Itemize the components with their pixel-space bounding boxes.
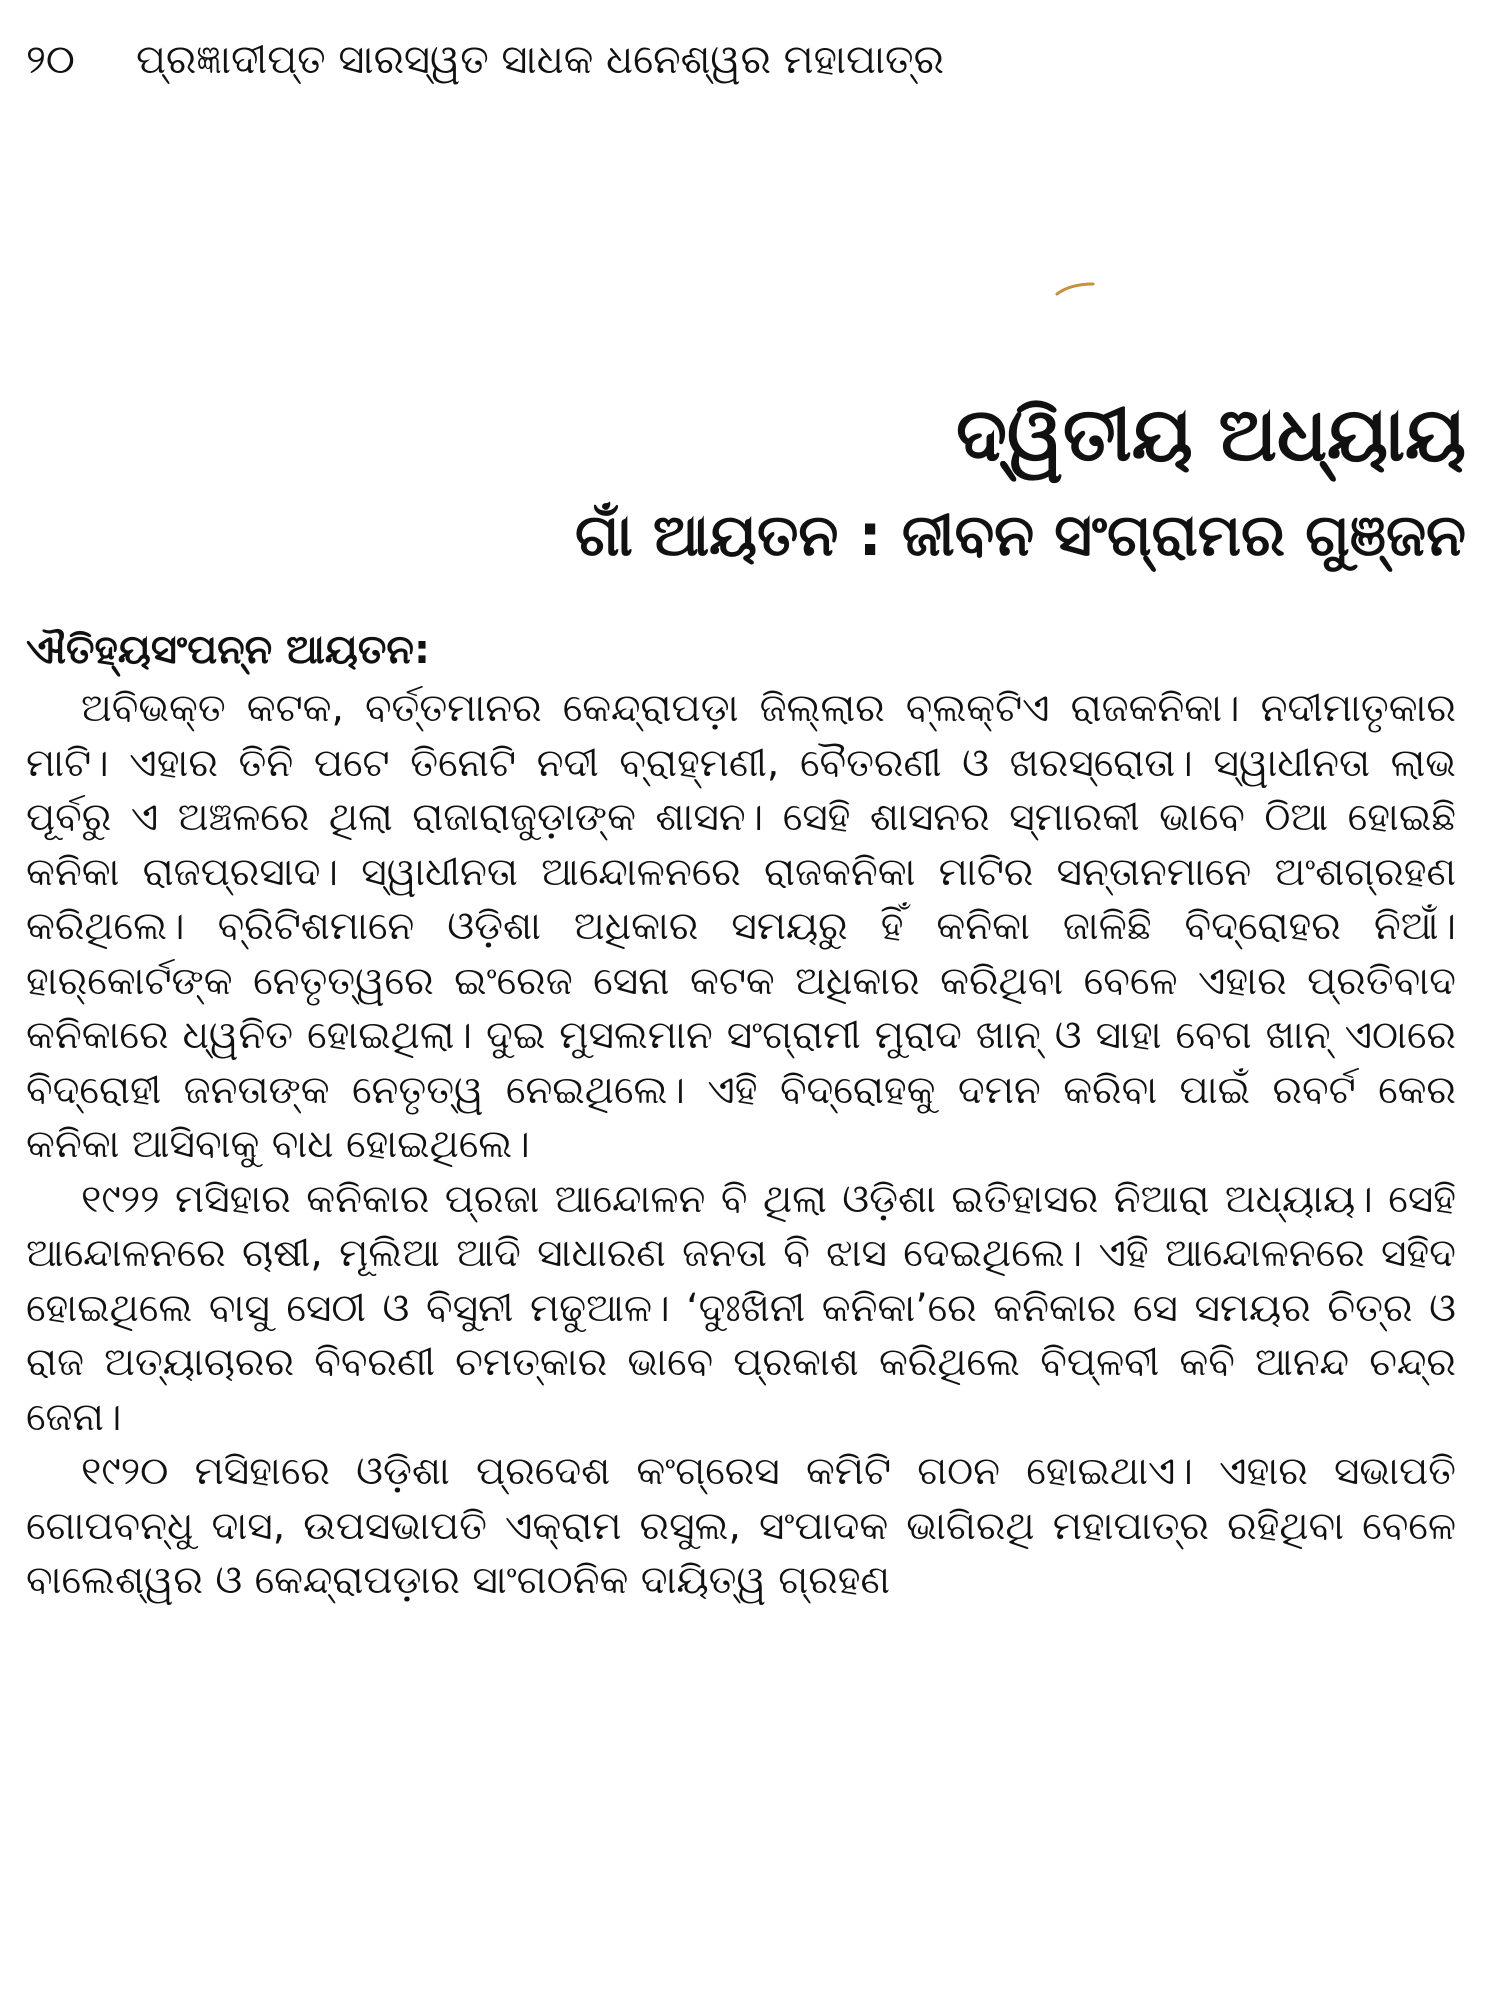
running-header: [26, 30, 944, 90]
paragraph: ଅବିଭକ୍ତ କଟକ, ବର୍ତ୍ତମାନର କେନ୍ଦ୍ରାପଡ଼ା ଜିଲ୍ଲାର ବ୍ଲକ୍‌ଟିଏ ରାଜକନିକା। ନଦୀମାତୃକାର ମାଟି। ଏହାର ତିନି ପଟେ ତିନୋଟି ନଦୀ ବ୍ରାହ୍ମଣୀ, ବୈତରଣୀ ଓ ଖରସ୍ରୋତା। ସ୍ୱାଧୀନତା ଲାଭ ପୂର୍ବରୁ ଏ ଅଞ୍ଚଳରେ ଥିଲା ରାଜାରାଜୁଡ଼ାଙ୍କ ଶାସନ। ସେହି ଶାସନର ସ୍ମାରକୀ ଭାବେ ଠିଆ ହୋଇଛି କନିକା ରାଜପ୍ରସାଦ। ସ୍ୱାଧୀନତା ଆନ୍ଦୋଳନରେ ରାଜକନିକା ମାଟିର ସନ୍ତାନମାନେ ଅଂଶଗ୍ରହଣ କରିଥିଲେ। ବ୍ରିଟିଶମାନେ ଓଡ଼ିଶା ଅଧିକାର ସମୟରୁ ହିଁ କନିକା ଜାଳିଛି ବିଦ୍ରୋହର ନିଆଁ। ହାର୍‌କୋର୍ଟଙ୍କ ନେତୃତ୍ୱରେ ଇଂରେଜ ସେନା କଟକ ଅଧିକାର କରିଥିବା ବେଳେ ଏହାର ପ୍ରତିବାଦ କନିକାରେ ଧ୍ୱନିତ ହୋଇଥିଲା। ଦୁଇ ମୁସଲମାନ ସଂଗ୍ରାମୀ ମୁରାଦ ଖାନ୍ ଓ ସାହା ବେଗ ଖାନ୍ ଏଠାରେ ବିଦ୍ରୋହୀ ଜନତାଙ୍କ ନେତୃତ୍ୱ ନେଇଥିଲେ। ଏହି ବିଦ୍ରୋହକୁ ଦମନ କରିବା ପାଇଁ ରବର୍ଟ କେର କନିକା ଆସିବାକୁ ବାଧ ହୋଇଥିଲେ।: [26, 686, 1456, 1167]
page-number: ୨୦: [26, 37, 75, 83]
running-title: ପ୍ରଜ୍ଞାଦୀପ୍ତ ସାରସ୍ୱତ ସାଧକ ଧନେଶ୍ୱର ମହାପାତ୍ର: [136, 37, 944, 83]
chapter-subtitle: ଗାଁ ଆୟତନ : ଜୀବନ ସଂଗ୍ରାମର ଗୁଞ୍ଜନ: [575, 501, 1466, 569]
paragraph: ୧୯୨୨ ମସିହାର କନିକାର ପ୍ରଜା ଆନ୍ଦୋଳନ ବି ଥିଲା ଓଡ଼ିଶା ଇତିହାସର ନିଆରା ଅଧ୍ୟାୟ। ସେହି ଆନ୍ଦୋଳନରେ ଚାଷୀ, ମୂଲିଆ ଆଦି ସାଧାରଣ ଜନତା ବି ଝାସ ଦେଇଥିଲେ। ଏହି ଆନ୍ଦୋଳନରେ ସହିଦ ହୋଇଥିଲେ ବାସୁ ସେଠୀ ଓ ବିସୁନୀ ମଢୁଆଳ। ‘ଦୁଃଖିନୀ କନିକା’ରେ କନିକାର ସେ ସମୟର ଚିତ୍ର ଓ ରାଜ ଅତ୍ୟାଚାରର ବିବରଣୀ ଚମତ୍କାର ଭାବେ ପ୍ରକାଶ କରିଥିଲେ ବିପ୍ଳବୀ କବି ଆନନ୍ଦ ଚନ୍ଦ୍ର ଜେନା।: [26, 1176, 1456, 1440]
chapter-title: ଦ୍ୱିତୀୟ ଅଧ୍ୟାୟ: [956, 392, 1466, 478]
body-text: [26, 620, 1456, 1609]
chapter-heading: [575, 385, 1466, 577]
section-heading: ଐତିହ୍ୟସଂପନ୍ନ ଆୟତନ:: [26, 627, 430, 673]
paragraph: ୧୯୨୦ ମସିହାରେ ଓଡ଼ିଶା ପ୍ରଦେଶ କଂଗ୍ରେସ କମିଟି ଗଠନ ହୋଇଥାଏ। ଏହାର ସଭାପତି ଗୋପବନ୍ଧୁ ଦାସ, ଉପସଭାପତି ଏକ୍ରାମ ରସୁଲ, ସଂପାଦକ ଭାଗିରଥି ମହାପାତ୍ର ରହିଥିବା ବେଳେ ବାଲେଶ୍ୱର ଓ କେନ୍ଦ୍ରାପଡ଼ାର ସାଂଗଠନିକ ଦାୟିତ୍ୱ ଗ୍ରହଣ: [26, 1449, 1456, 1603]
ink-smudge-mark: [1055, 282, 1095, 296]
